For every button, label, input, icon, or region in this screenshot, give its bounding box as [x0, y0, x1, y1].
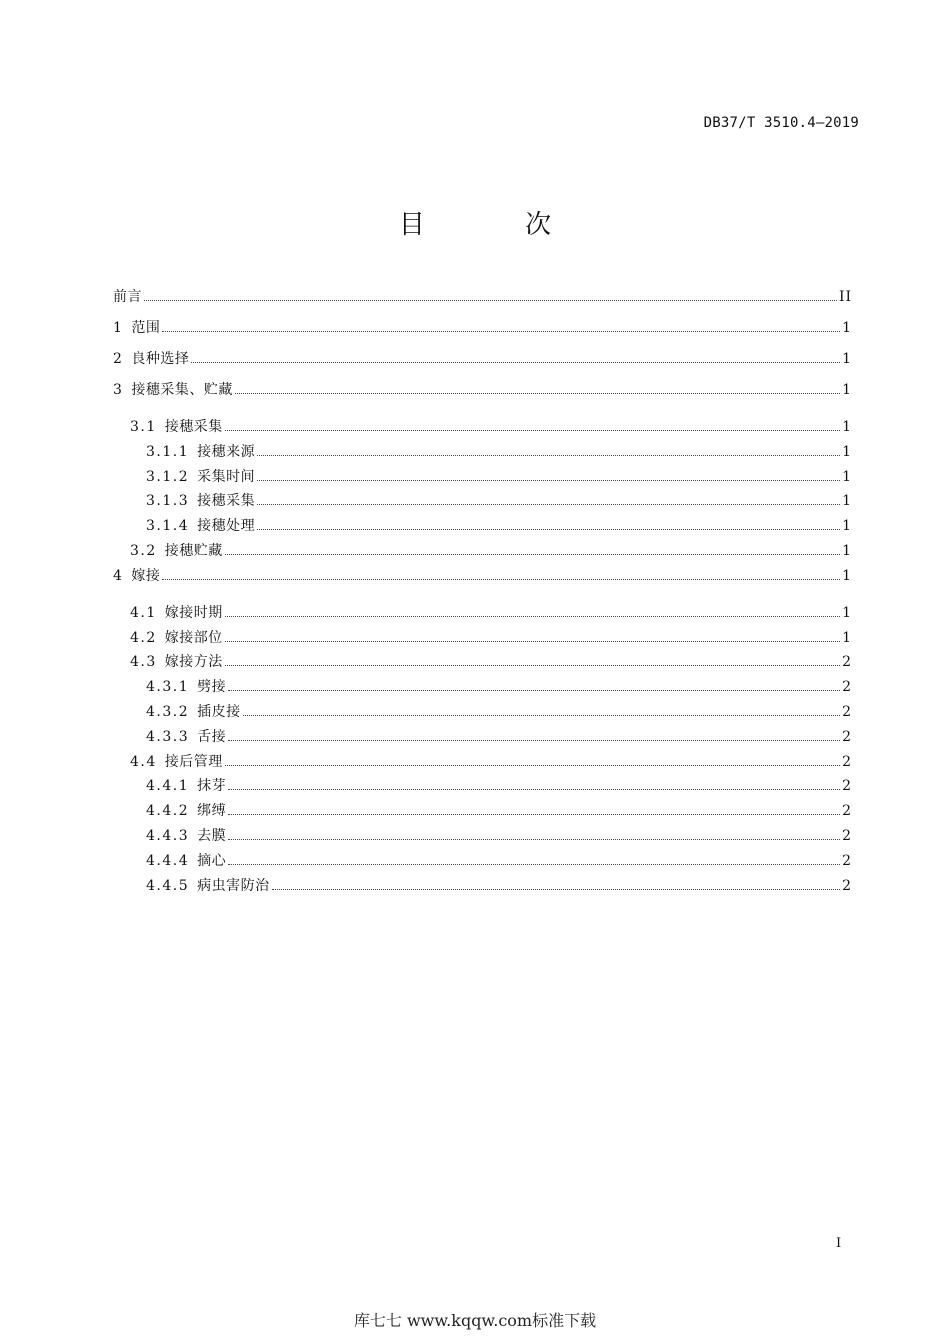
toc-dot-leader — [162, 331, 840, 332]
toc-dot-leader — [257, 480, 840, 481]
toc-entry-number: 4.4.4 — [146, 852, 190, 869]
toc-entry-number: 4 — [113, 567, 124, 584]
toc-entry-page: 1 — [842, 629, 852, 646]
toc-entry-page: 2 — [842, 753, 852, 770]
toc-entry-label: 接穗处理 — [197, 518, 256, 535]
toc-entry[interactable] — [113, 416, 852, 441]
toc-entry[interactable] — [113, 515, 852, 540]
toc-entry-page: 2 — [842, 679, 852, 696]
toc-entry-page: 1 — [842, 567, 852, 584]
toc-entry[interactable] — [113, 676, 852, 701]
toc-entry-label: 摘心 — [197, 852, 227, 869]
toc-entry[interactable] — [113, 540, 852, 565]
toc-entry-label: 接穗采集 — [164, 419, 223, 435]
toc-entry-label: 接穗采集、贮藏 — [131, 382, 233, 398]
toc-entry-number: 4.2 — [130, 629, 157, 646]
toc-entry-label: 插皮接 — [197, 703, 241, 720]
toc-entry-label: 前言 — [113, 289, 142, 305]
toc-entry-number: 4.4 — [130, 753, 157, 770]
toc-entry[interactable] — [113, 490, 852, 515]
toc-dot-leader — [225, 616, 840, 617]
toc-entry-page: 1 — [842, 493, 852, 510]
toc-entry-label: 病虫害防治 — [197, 877, 270, 894]
toc-dot-leader — [272, 889, 840, 890]
table-of-contents — [113, 286, 852, 899]
toc-entry-page: 1 — [842, 351, 852, 367]
toc-entry-page: 2 — [842, 852, 852, 869]
toc-entry[interactable] — [113, 379, 852, 410]
toc-entry-number: 4.3 — [130, 654, 157, 671]
toc-entry-number: 3.1.2 — [146, 468, 190, 485]
toc-entry-label: 范围 — [131, 320, 161, 336]
toc-entry-page: 1 — [842, 443, 852, 460]
toc-entry-page: 2 — [842, 877, 852, 894]
toc-dot-leader — [228, 839, 840, 840]
toc-entry-label: 接穗贮藏 — [164, 542, 223, 559]
toc-dot-leader — [228, 690, 840, 691]
page-title: 目 次 — [398, 210, 598, 240]
toc-dot-leader — [225, 430, 840, 431]
toc-entry[interactable] — [113, 627, 852, 652]
toc-entry-label: 接穗采集 — [197, 493, 256, 510]
toc-entry-number: 4.4.5 — [146, 877, 190, 894]
toc-entry[interactable] — [113, 317, 852, 348]
toc-dot-leader — [225, 765, 840, 766]
toc-dot-leader — [257, 504, 840, 505]
toc-entry-page: 2 — [842, 654, 852, 671]
toc-entry-label: 劈接 — [197, 679, 227, 696]
toc-entry-number: 3.2 — [130, 542, 157, 559]
toc-dot-leader — [144, 300, 837, 301]
toc-entry[interactable] — [113, 701, 852, 726]
toc-entry-page: 1 — [842, 419, 852, 435]
toc-entry-number: 3.1.1 — [146, 443, 190, 460]
toc-entry[interactable] — [113, 602, 852, 627]
toc-entry-page: 1 — [842, 468, 852, 485]
toc-entry-label: 抹芽 — [197, 778, 227, 795]
page-number: I — [836, 1236, 842, 1251]
toc-entry-page: 1 — [842, 320, 852, 336]
toc-entry-page: 1 — [842, 382, 852, 398]
toc-entry-number: 4.3.3 — [146, 728, 190, 745]
toc-entry[interactable] — [113, 726, 852, 751]
toc-entry-label: 嫁接部位 — [164, 629, 223, 646]
toc-entry-label: 绑缚 — [197, 803, 227, 820]
toc-dot-leader — [243, 715, 840, 716]
toc-entry-label: 接后管理 — [164, 753, 223, 770]
toc-entry-label: 嫁接方法 — [164, 654, 223, 671]
toc-entry-page: 2 — [842, 728, 852, 745]
toc-dot-leader — [257, 455, 840, 456]
toc-entry-label: 嫁接时期 — [164, 604, 223, 621]
toc-entry-page: 2 — [842, 778, 852, 795]
toc-entry[interactable] — [113, 651, 852, 676]
toc-entry[interactable] — [113, 775, 852, 800]
toc-entry[interactable] — [113, 286, 852, 317]
toc-dot-leader — [225, 554, 840, 555]
toc-dot-leader — [228, 814, 840, 815]
toc-dot-leader — [162, 579, 840, 580]
standard-code: DB37/T 3510.4—2019 — [703, 115, 859, 131]
toc-entry-number: 3 — [113, 382, 124, 398]
toc-entry-page: 1 — [842, 542, 852, 559]
toc-entry-number: 3.1.4 — [146, 518, 190, 535]
toc-entry-page: 2 — [842, 803, 852, 820]
watermark-text: 库七七 www.kqqw.com标准下载 — [353, 1311, 597, 1330]
toc-entry-number: 4.4.1 — [146, 778, 190, 795]
toc-entry-number: 4.4.3 — [146, 827, 190, 844]
toc-entry-page: 1 — [842, 518, 852, 535]
toc-dot-leader — [225, 665, 840, 666]
toc-entry-page: 2 — [842, 703, 852, 720]
toc-dot-leader — [225, 641, 840, 642]
toc-entry-number: 4.4.2 — [146, 803, 190, 820]
toc-dot-leader — [228, 864, 840, 865]
toc-entry-number: 4.3.1 — [146, 679, 190, 696]
toc-dot-leader — [228, 740, 840, 741]
toc-entry-label: 良种选择 — [131, 351, 190, 367]
toc-entry-number: 1 — [113, 320, 124, 336]
toc-dot-leader — [228, 789, 840, 790]
toc-entry-label: 嫁接 — [131, 567, 161, 584]
toc-entry-number: 2 — [113, 351, 124, 367]
toc-entry[interactable] — [113, 800, 852, 825]
toc-entry-page: II — [838, 289, 852, 305]
toc-entry-label: 接穗来源 — [197, 443, 256, 460]
toc-entry-number: 3.1 — [130, 419, 157, 435]
toc-entry[interactable] — [113, 441, 852, 466]
toc-dot-leader — [191, 362, 840, 363]
toc-entry-number: 4.1 — [130, 604, 157, 621]
toc-entry[interactable] — [113, 466, 852, 491]
toc-entry[interactable] — [113, 751, 852, 776]
toc-entry-label: 去膜 — [197, 827, 227, 844]
toc-dot-leader — [257, 529, 840, 530]
toc-entry-page: 2 — [842, 827, 852, 844]
toc-entry[interactable] — [113, 850, 852, 875]
toc-entry-number: 3.1.3 — [146, 493, 190, 510]
toc-entry-label: 舌接 — [197, 728, 227, 745]
toc-entry-number: 4.3.2 — [146, 703, 190, 720]
toc-entry[interactable] — [113, 348, 852, 379]
toc-entry[interactable] — [113, 565, 852, 596]
toc-entry[interactable] — [113, 875, 852, 900]
toc-entry-label: 采集时间 — [197, 468, 256, 485]
toc-entry[interactable] — [113, 825, 852, 850]
toc-dot-leader — [235, 393, 840, 394]
toc-entry-page: 1 — [842, 604, 852, 621]
